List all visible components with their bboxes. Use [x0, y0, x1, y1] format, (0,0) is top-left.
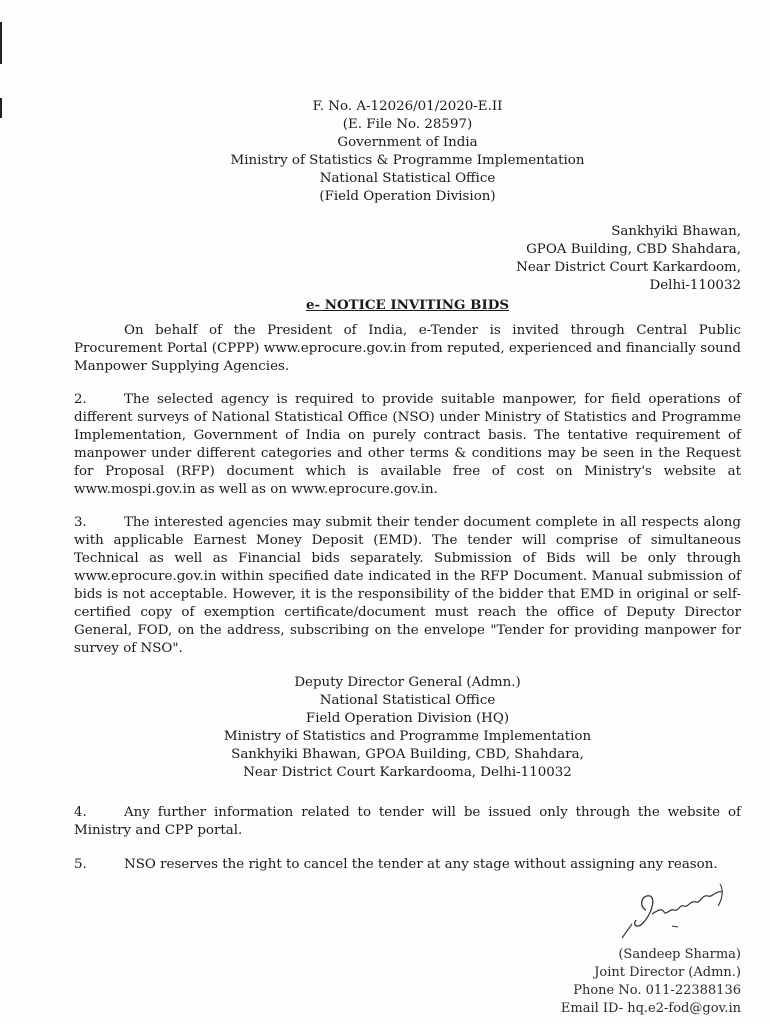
- ministry-line: Ministry of Statistics & Programme Implementation: [230, 153, 585, 168]
- division-line: (Field Operation Division): [319, 189, 496, 204]
- address-line: Sankhyiki Bhawan,: [611, 224, 741, 239]
- document-page: [74, 98, 741, 874]
- paragraph-text: Any further information related to tender will be issued only through the website of Ministry and CPP portal.: [74, 805, 741, 838]
- paragraph-number: 5.: [74, 857, 87, 872]
- paragraph-4: [74, 804, 741, 840]
- ddg-line: Deputy Director General (Admn.): [294, 675, 521, 690]
- file-number: F. No. A-12026/01/2020-E.II: [312, 99, 503, 114]
- signatory-name: (Sandeep Sharma): [618, 947, 741, 962]
- paragraph-1: On behalf of the President of India, e-Tender is invited through Central Public Procurement Portal (CPPP) www.eprocure.gov.in from reputed, experienced and financially sound Manpower Supplying Agencies.: [74, 323, 741, 374]
- address-line: GPOA Building, CBD Shahdara,: [526, 242, 741, 257]
- address-line: Delhi-110032: [649, 278, 741, 293]
- ddg-line: Near District Court Karkardooma, Delhi-110032: [243, 765, 572, 780]
- signatory-designation: Joint Director (Admn.): [594, 965, 741, 980]
- signatory-phone: Phone No. 011-22388136: [573, 983, 741, 998]
- notice-title: e- NOTICE INVITING BIDS: [306, 297, 509, 313]
- signature-stroke: [622, 924, 632, 938]
- e-file-number: (E. File No. 28597): [342, 117, 473, 132]
- handwritten-signature: [612, 880, 742, 940]
- signature-stroke: [635, 896, 653, 926]
- signature-block: [561, 946, 741, 1018]
- signature-stroke: [672, 926, 678, 927]
- ddg-line: Field Operation Division (HQ): [305, 711, 510, 726]
- government-line: Government of India: [337, 135, 478, 150]
- paragraph-number: 3.: [74, 515, 87, 530]
- paragraph-text: The selected agency is required to provide suitable manpower, for field operations of different surveys of National Statistical Office (NSO) under Ministry of Statistics and Programme Implementation, Government of India on purely contract basis. The tentative requirement of manpower under different categories and other terms & conditions may be seen in the Request for Proposal (RFP) document which is available free of cost on Ministry's website at www.mospi.gov.in as well as on www.eprocure.gov.in.: [74, 392, 741, 497]
- ddg-line: Sankhyiki Bhawan, GPOA Building, CBD, Shahdara,: [231, 747, 584, 762]
- signatory-email: Email ID- hq.e2-fod@gov.in: [560, 1001, 741, 1016]
- scan-edge-mark: [0, 98, 2, 118]
- paragraph-3: [74, 514, 741, 658]
- office-line: National Statistical Office: [319, 171, 496, 186]
- paragraph-5: [74, 856, 741, 874]
- paragraph-text: NSO reserves the right to cancel the tender at any stage without assigning any reason.: [124, 857, 718, 872]
- scan-edge-mark: [0, 22, 2, 64]
- letterhead: [74, 98, 741, 206]
- paragraph-2: [74, 391, 741, 499]
- paragraph-text: The interested agencies may submit their tender document complete in all respects along with applicable Earnest Money Deposit (EMD). The tender will comprise of simultaneous Technical as well as Financial bids separately. Submission of Bids will be only through www.eprocure.gov.in within specified date indicated in the RFP Document. Manual submission of bids is not acceptable. However, it is the responsibility of the bidder that EMD in original or self-certified copy of exemption certificate/document must reach the office of Deputy Director General, FOD, on the address, subscribing on the envelope "Tender for providing manpower for survey of NSO".: [74, 515, 741, 656]
- paragraph-number: 4.: [74, 805, 87, 820]
- address-line: Near District Court Karkardoom,: [516, 260, 741, 275]
- signature-stroke: [718, 884, 722, 906]
- paragraph-number: 2.: [74, 392, 87, 407]
- ddg-line: National Statistical Office: [319, 693, 496, 708]
- signature-stroke: [652, 892, 722, 914]
- ddg-address: [74, 674, 741, 782]
- office-address: [74, 223, 741, 295]
- ddg-line: Ministry of Statistics and Programme Implementation: [223, 729, 592, 744]
